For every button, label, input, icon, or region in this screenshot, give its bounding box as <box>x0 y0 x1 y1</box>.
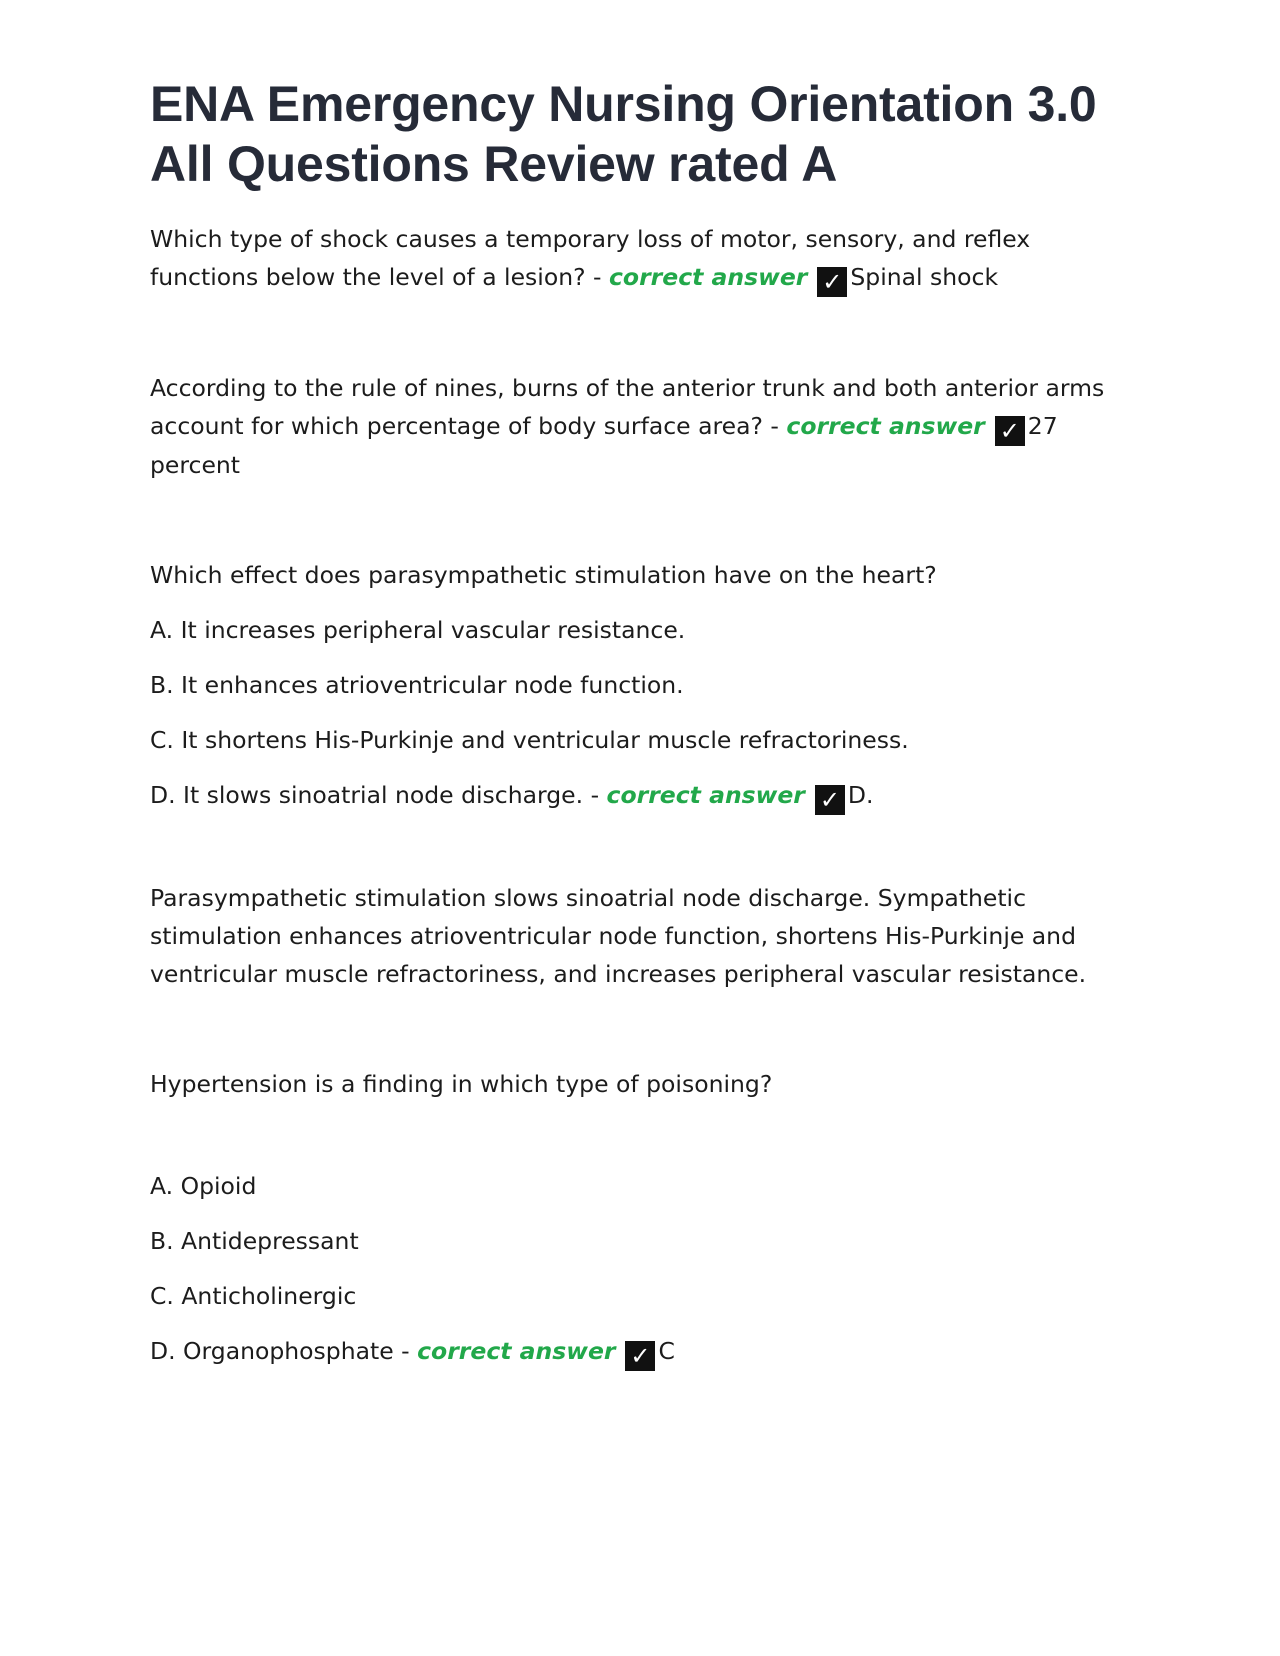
question-3-answer: D. <box>847 781 874 809</box>
question-4: Hypertension is a finding in which type of poisoning? <box>150 1070 773 1098</box>
question-4-option-d-text: D. Organophosphate - <box>150 1337 410 1365</box>
correct-answer-label: correct answer <box>606 781 805 809</box>
checkmark-icon: ✓ <box>995 416 1025 446</box>
question-4-answer: C <box>658 1337 675 1365</box>
checkmark-icon: ✓ <box>815 785 845 815</box>
document-page <box>150 74 1130 1371</box>
question-3-option-a: A. It increases peripheral vascular resistance. <box>150 616 686 644</box>
question-list <box>150 220 1130 1371</box>
page-title: ENA Emergency Nursing Orientation 3.0 All Questions Review rated A <box>150 76 1097 192</box>
question-3-option-d-text: D. It slows sinoatrial node discharge. - <box>150 781 600 809</box>
question-3-explanation: Parasympathetic stimulation slows sinoatrial node discharge. Sympathetic stimulation enhances atrioventricular node function, shortens His-Purkinje and ventricular muscle refractoriness, and increases peripheral vascular resistance. <box>150 884 1087 988</box>
checkmark-icon: ✓ <box>817 267 847 297</box>
question-4-option-b: B. Antidepressant <box>150 1227 359 1255</box>
question-2 <box>150 369 1130 484</box>
question-1-answer: Spinal shock <box>850 263 999 291</box>
question-4-option-a: A. Opioid <box>150 1172 257 1200</box>
question-3: Which effect does parasympathetic stimulation have on the heart? <box>150 561 937 589</box>
question-2-text: According to the rule of nines, burns of the anterior trunk and both anterior arms account for which percentage of body surface area? - <box>150 374 1105 440</box>
question-3-option-b: B. It enhances atrioventricular node function. <box>150 671 684 699</box>
checkmark-icon: ✓ <box>625 1341 655 1371</box>
question-4-option-d <box>150 1332 1130 1371</box>
question-1 <box>150 220 1130 297</box>
question-2-answer: 27 percent <box>150 412 1058 479</box>
correct-answer-label: correct answer <box>786 412 985 440</box>
correct-answer-label: correct answer <box>417 1337 616 1365</box>
question-1-text: Which type of shock causes a temporary loss of motor, sensory, and reflex functions below the level of a lesion? - <box>150 225 1031 291</box>
correct-answer-label: correct answer <box>609 263 808 291</box>
question-3-option-d <box>150 776 1130 815</box>
question-4-option-c: C. Anticholinergic <box>150 1282 357 1310</box>
question-3-option-c: C. It shortens His-Purkinje and ventricular muscle refractoriness. <box>150 726 909 754</box>
